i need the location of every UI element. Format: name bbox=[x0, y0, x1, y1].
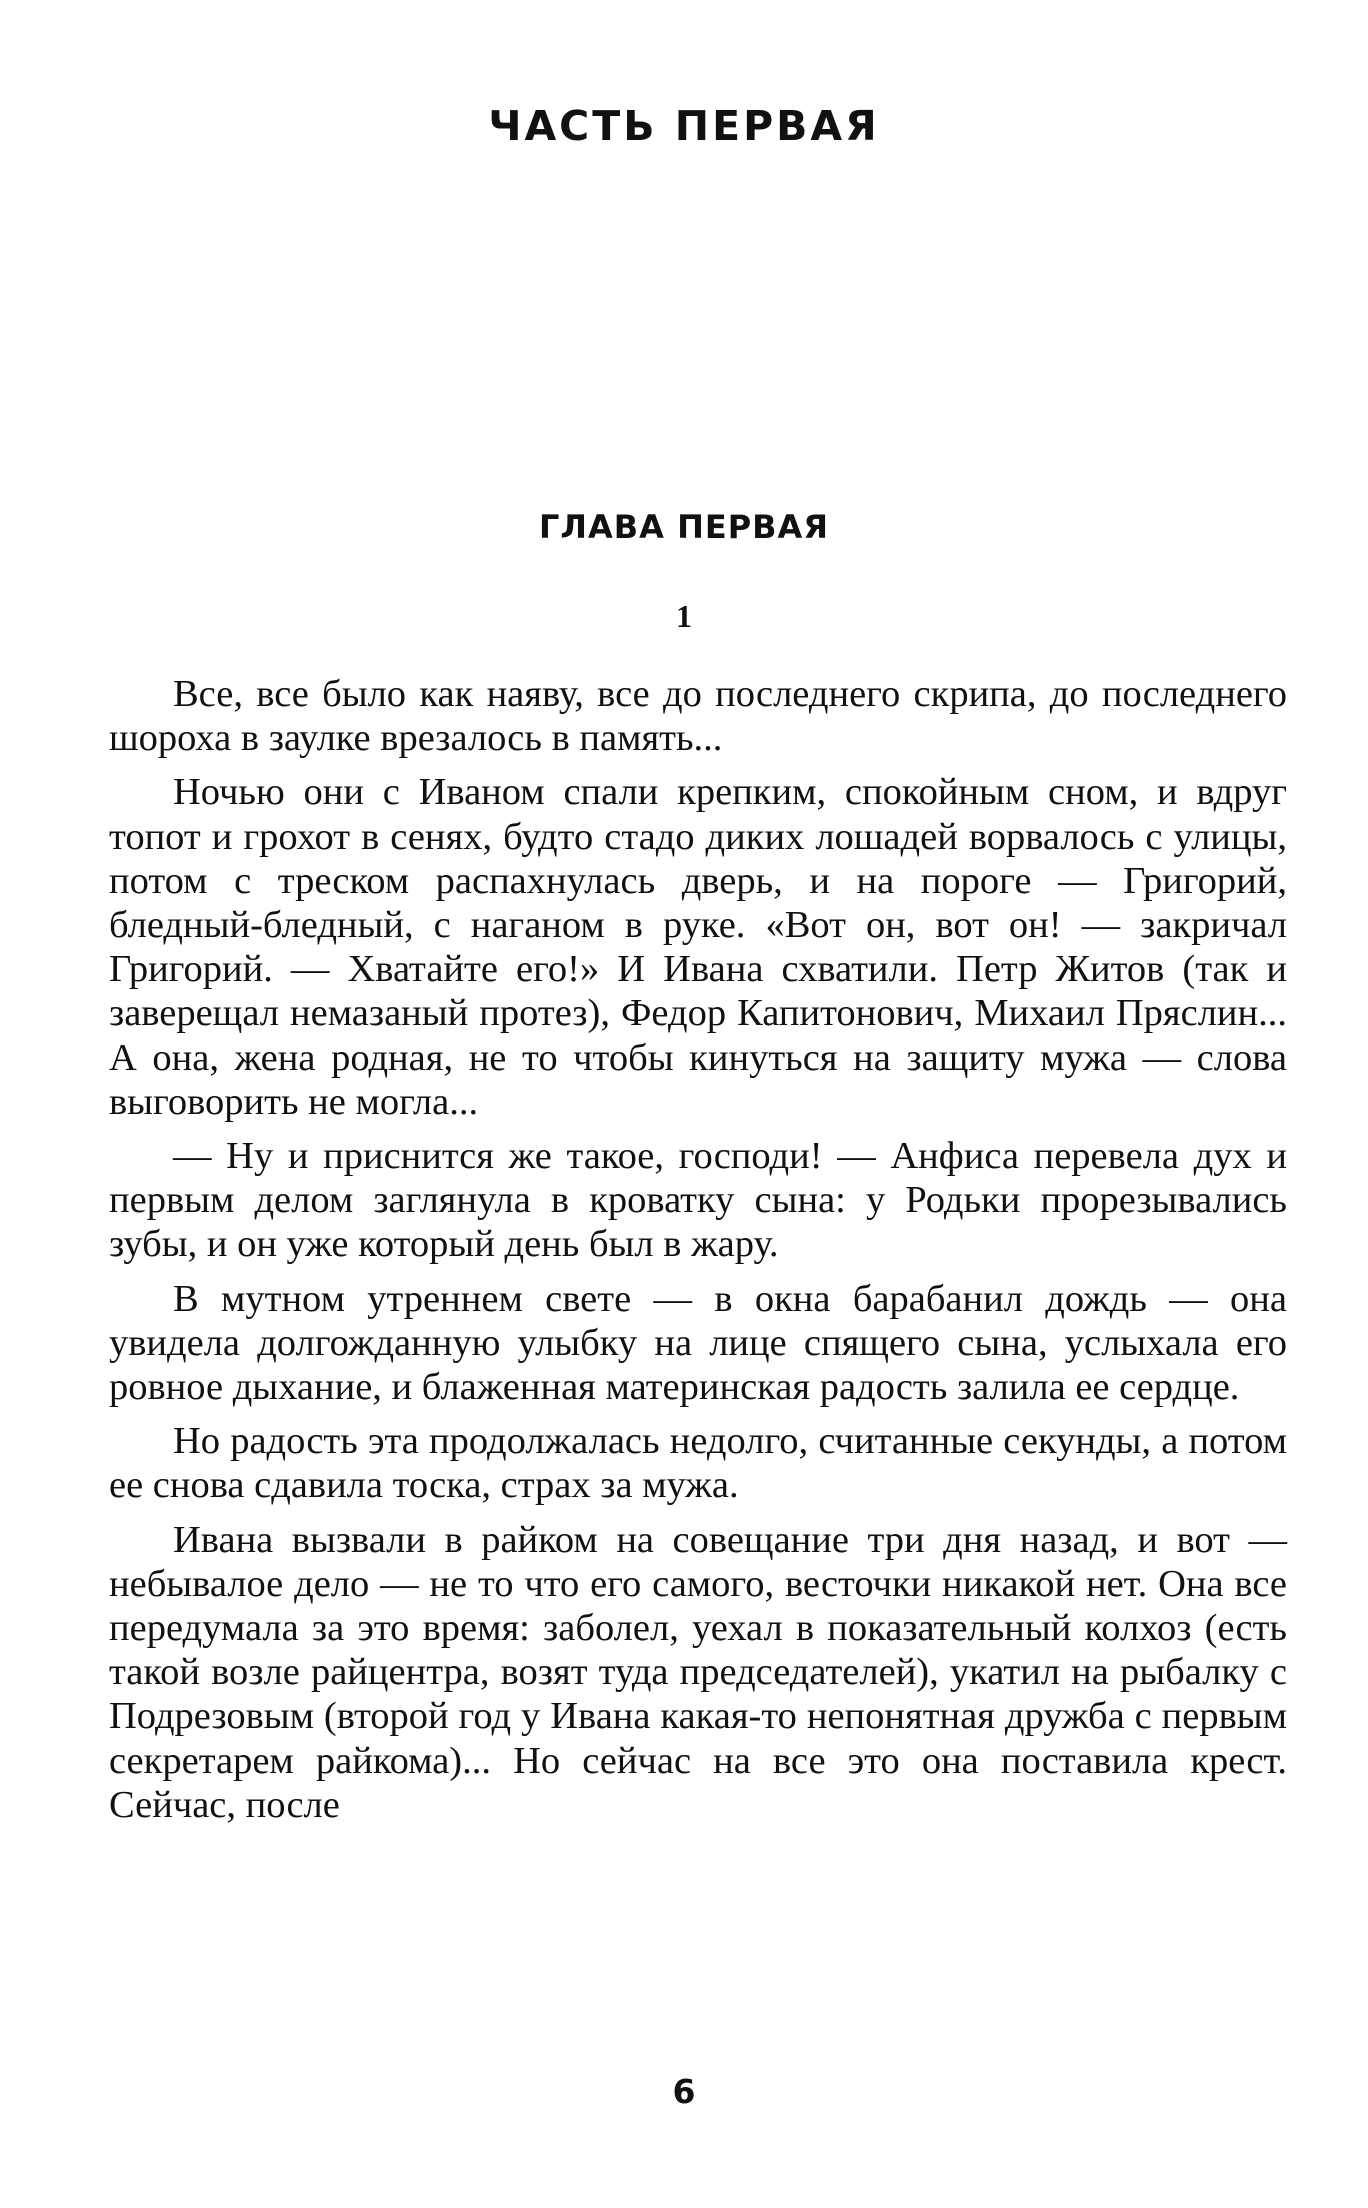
chapter-title: ГЛАВА ПЕРВАЯ bbox=[539, 508, 829, 546]
paragraph: Все, все было как наяву, все до последнего скрипа, до последнего шороха в заулке врезалось в память... bbox=[109, 673, 1287, 760]
part-title: ЧАСТЬ ПЕРВАЯ bbox=[488, 102, 880, 150]
paragraph: Ивана вызвали в райком на совещание три дня назад, и вот — небывалое дело — не то что его самого, весточки никакой нет. Она все передумала за это время: заболел, уехал в показательный колхоз (есть такой возле райцентра, возят туда председателей), укатил на рыбалку с Подрезовым (второй год у Ивана какая-то непонятная дружба с первым секретарем райкома)... Но сейчас на все это она поставила крест. Сейчас, после bbox=[109, 1518, 1287, 1826]
page-number: 6 bbox=[672, 2072, 696, 2111]
paragraph: В мутном утреннем свете — в окна барабанил дождь — она увидела долгожданную улыбку на лице спящего сына, услыхала его ровное дыхание, и блаженная материнская радость залила ее сердце. bbox=[109, 1277, 1287, 1409]
body-text bbox=[109, 672, 1287, 1837]
paragraph: Но радость эта продолжалась недолго, считанные секунды, а потом ее снова сдавила тоска, страх за мужа. bbox=[109, 1420, 1287, 1507]
section-number: 1 bbox=[676, 598, 692, 634]
paragraph: Ночью они с Иваном спали крепким, спокойным сном, и вдруг топот и грохот в сенях, будто стадо диких лошадей ворвалось с улицы, потом с треском распахнулась дверь, и на пороге — Григорий, бледный-бледный, с наганом в руке. «Вот он, вот он! — закричал Григорий. — Хватайте его!» И Ивана схватили. Петр Житов (так и заверещал немазаный протез), Федор Капитонович, Михаил Пряслин... А она, жена родная, не то чтобы кинуться на защиту мужа — слова выговорить не могла... bbox=[109, 771, 1287, 1123]
paragraph: — Ну и приснится же такое, господи! — Анфиса перевела дух и первым делом заглянула в кроватку сына: у Родьки прорезывались зубы, и он уже который день был в жару. bbox=[109, 1135, 1287, 1266]
